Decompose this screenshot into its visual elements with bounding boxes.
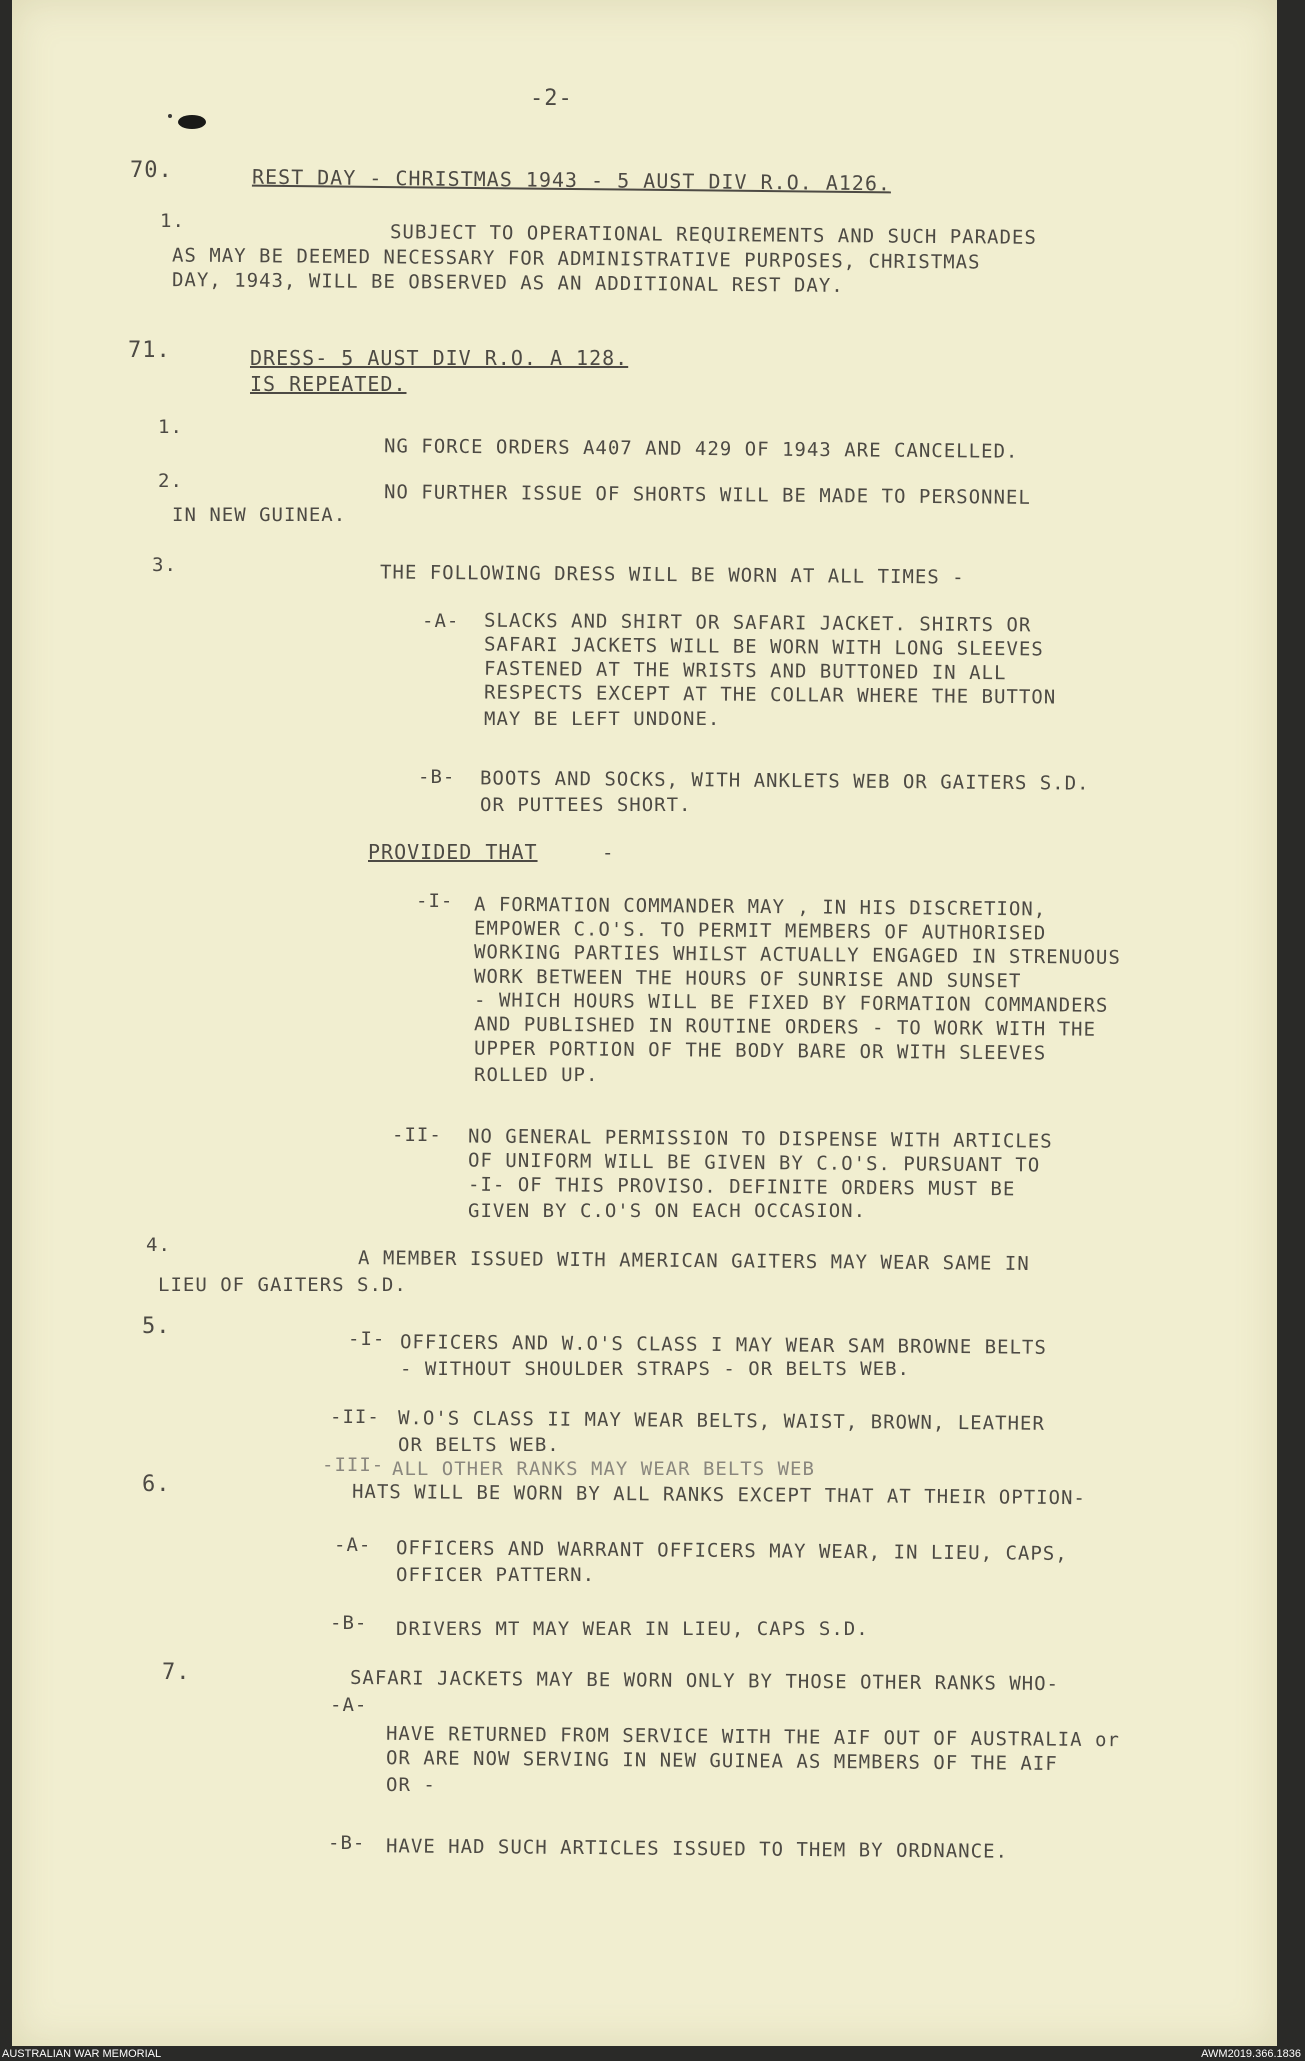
sub-line: FASTENED AT THE WRISTS AND BUTTONED IN ALL	[483, 657, 1007, 685]
sub-line: OR ARE NOW SERVING IN NEW GUINEA AS MEMBERS OF THE AIF	[385, 1747, 1058, 1775]
sub-line: OFFICER PATTERN.	[396, 1564, 596, 1586]
sub-line: BOOTS AND SOCKS, WITH ANKLETS WEB OR GAITERS S.D.	[479, 767, 1090, 795]
sub-line: RESPECTS EXCEPT AT THE COLLAR WHERE THE BUTTON	[483, 681, 1057, 709]
sub-marker: -II-	[330, 1406, 380, 1428]
sub-line: OF UNIFORM WILL BE GIVEN BY C.O'S. PURSUANT TO	[467, 1149, 1041, 1177]
document-page	[12, 0, 1277, 2046]
sub-marker: -I-	[416, 890, 454, 912]
para-line: LIEU OF GAITERS S.D.	[158, 1274, 407, 1296]
page-number: -2-	[530, 86, 573, 111]
sub-line: -I- OF THIS PROVISO. DEFINITE ORDERS MUST BE	[467, 1173, 1016, 1201]
para-number: 1.	[160, 210, 185, 232]
emphasis-american-underline	[670, 1270, 770, 1272]
sub-line: OR -	[386, 1774, 436, 1796]
heading-dress-repeated: IS REPEATED.	[250, 372, 407, 396]
sub-line: NO GENERAL PERMISSION TO DISPENSE WITH ARTICLES	[467, 1125, 1053, 1153]
para-number: 6.	[142, 1472, 171, 1497]
para-number: 4.	[146, 1234, 171, 1256]
sub-line: OR PUTTEES SHORT.	[480, 794, 692, 816]
heading-provided-that: PROVIDED THAT	[368, 840, 538, 864]
sub-line: - WHICH HOURS WILL BE FIXED BY FORMATION COMMANDERS	[473, 989, 1109, 1017]
para-line: THE FOLLOWING DRESS WILL BE WORN AT ALL TIMES -	[379, 561, 965, 589]
sub-line: SAFARI JACKETS WILL BE WORN WITH LONG SLEEVES	[483, 633, 1044, 661]
item-number-71: 71.	[128, 338, 171, 363]
sub-marker: -III-	[322, 1454, 385, 1476]
sub-line: UPPER PORTION OF THE BODY BARE OR WITH SLEEVES	[473, 1037, 1047, 1065]
para-line: AS MAY BE DEEMED NECESSARY FOR ADMINISTRATIVE PURPOSES, CHRISTMAS	[171, 244, 981, 274]
para-line: SAFARI JACKETS MAY BE WORN ONLY BY THOSE OTHER RANKS WHO-	[349, 1666, 1060, 1696]
para-line: DAY, 1943, WILL BE OBSERVED AS AN ADDITIONAL REST DAY.	[171, 269, 844, 297]
sub-marker: -I-	[348, 1328, 386, 1350]
para-line: NO FURTHER ISSUE OF SHORTS WILL BE MADE TO PERSONNEL	[383, 481, 1031, 509]
para-line: SUBJECT TO OPERATIONAL REQUIREMENTS AND SUCH PARADES	[389, 221, 1037, 249]
sub-line: DRIVERS MT MAY WEAR IN LIEU, CAPS S.D.	[396, 1618, 869, 1640]
heading-rest-day: REST DAY - CHRISTMAS 1943 - 5 AUST DIV R.O. A126.	[251, 164, 892, 196]
para-line: NG FORCE ORDERS A407 AND 429 OF 1943 ARE CANCELLED.	[383, 435, 1019, 463]
sub-marker: -II-	[392, 1124, 442, 1146]
para-number: 3.	[152, 554, 177, 576]
sub-line: AND PUBLISHED IN ROUTINE ORDERS - TO WORK WITH THE	[473, 1013, 1097, 1041]
hole-punch-mark-icon	[162, 110, 222, 140]
sub-line: OFFICERS AND WARRANT OFFICERS MAY WEAR, IN LIEU, CAPS,	[395, 1537, 1068, 1565]
para-line: IN NEW GUINEA.	[172, 504, 347, 526]
para-number: 1.	[158, 416, 183, 438]
sub-line: A FORMATION COMMANDER MAY , IN HIS DISCRETION,	[473, 893, 1047, 921]
sub-marker: -A-	[422, 610, 460, 632]
heading-suffix: -	[602, 842, 615, 864]
item-number-70: 70.	[130, 158, 173, 183]
para-line: HATS WILL BE WORN BY ALL RANKS EXCEPT THAT AT THEIR OPTION-	[351, 1480, 1086, 1510]
sub-marker: -B-	[418, 766, 456, 788]
sub-line: OFFICERS AND W.O'S CLASS I MAY WEAR SAM BROWNE BELTS	[399, 1331, 1047, 1359]
sub-marker: -A-	[330, 1694, 368, 1716]
sub-line: EMPOWER C.O'S. TO PERMIT MEMBERS OF AUTHORISED	[473, 917, 1047, 945]
para-number: 5.	[142, 1314, 171, 1339]
para-number: 2.	[158, 470, 183, 492]
para-number: 7.	[162, 1660, 191, 1685]
sub-line: ALL OTHER RANKS MAY WEAR BELTS WEB	[392, 1458, 815, 1480]
heading-dress: DRESS- 5 AUST DIV R.O. A 128.	[250, 346, 629, 370]
sub-line: MAY BE LEFT UNDONE.	[484, 708, 721, 730]
sub-line: ROLLED UP.	[474, 1064, 599, 1086]
sub-line: OR BELTS WEB.	[398, 1434, 560, 1456]
sub-marker: -A-	[334, 1534, 372, 1556]
sub-line: GIVEN BY C.O'S ON EACH OCCASION.	[468, 1200, 867, 1222]
sub-line: WORKING PARTIES WHILST ACTUALLY ENGAGED IN STRENUOUS	[473, 941, 1121, 969]
sub-line: HAVE HAD SUCH ARTICLES ISSUED TO THEM BY ORDNANCE.	[385, 1835, 1009, 1863]
sub-marker: -B-	[330, 1612, 368, 1634]
footer-accession-number: AWM2019.366.1836	[1201, 2048, 1301, 2060]
sub-line: W.O'S CLASS II MAY WEAR BELTS, WAIST, BROWN, LEATHER	[397, 1407, 1045, 1435]
sub-line: SLACKS AND SHIRT OR SAFARI JACKET. SHIRTS OR	[483, 609, 1032, 637]
footer-archive-name: AUSTRALIAN WAR MEMORIAL	[2, 2048, 162, 2060]
sub-line: WORK BETWEEN THE HOURS OF SUNRISE AND SUNSET	[473, 965, 1022, 993]
para-line-text: A MEMBER ISSUED WITH AMERICAN GAITERS MAY WEAR SAME IN	[357, 1247, 1030, 1275]
sub-marker: -B-	[328, 1832, 366, 1854]
sub-line: HAVE RETURNED FROM SERVICE WITH THE AIF OUT OF AUSTRALIA or	[385, 1722, 1120, 1752]
sub-line: - WITHOUT SHOULDER STRAPS - OR BELTS WEB.	[400, 1358, 910, 1380]
